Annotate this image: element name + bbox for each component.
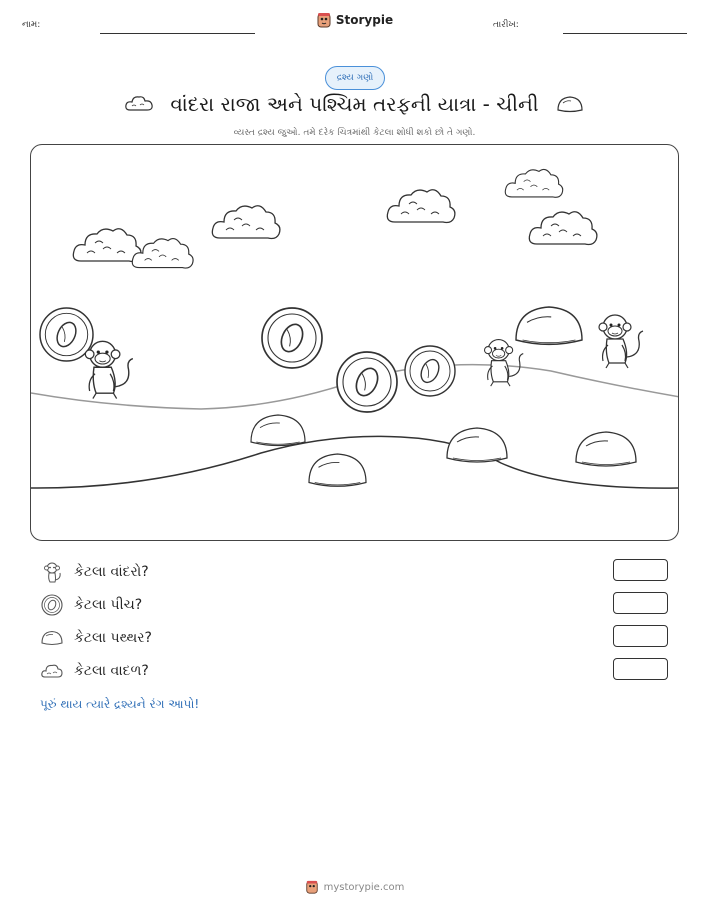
brand-logo xyxy=(0,12,709,28)
cloud-3 xyxy=(212,206,280,239)
storypie-logo-icon xyxy=(305,880,319,894)
stone-4 xyxy=(447,428,507,462)
peach-2 xyxy=(262,308,322,368)
answer-box-stones[interactable] xyxy=(613,625,668,647)
stone-icon xyxy=(555,93,585,115)
storypie-logo-icon xyxy=(316,12,332,28)
cloud-icon xyxy=(40,659,64,683)
question-text: કેટલા પથ્થર? xyxy=(74,630,152,646)
cloud-6 xyxy=(529,212,597,245)
name-label: નામ: xyxy=(22,20,41,30)
page-subtitle: વ્યસ્ત દ્રશ્ય જુઓ. તમે દરેક ચિત્રમાંથી કેટલા શોધી શકો છો તે ગણો. xyxy=(233,128,476,138)
question-text: કેટલા વાંદરો? xyxy=(74,564,149,580)
peach-3 xyxy=(337,352,397,412)
answer-box-clouds[interactable] xyxy=(613,658,668,680)
question-peaches xyxy=(40,593,142,617)
monkey-1 xyxy=(85,341,133,398)
answer-box-peaches[interactable] xyxy=(613,592,668,614)
brand-name: Storypie xyxy=(335,13,394,27)
cloud-icon xyxy=(124,93,154,115)
footer-url[interactable]: mystorypie.com xyxy=(323,881,405,893)
footer xyxy=(0,880,709,894)
date-line[interactable] xyxy=(563,33,687,34)
answer-box-monkeys[interactable] xyxy=(613,559,668,581)
date-label: તારીખ: xyxy=(493,20,519,30)
monkey-icon xyxy=(40,560,64,584)
question-monkeys xyxy=(40,560,149,584)
stone-1 xyxy=(516,307,582,344)
coloring-instruction: પૂરું થાય ત્યારે દ્રશ્યને રંગ આપો! xyxy=(40,697,200,711)
scene-illustration xyxy=(31,145,679,541)
name-line[interactable] xyxy=(100,33,255,34)
page-title: વાંદરા રાજા અને પશ્ચિમ તરફની યાત્રા - ચીની xyxy=(170,92,539,116)
cloud-2 xyxy=(132,239,193,268)
stone-2 xyxy=(251,415,305,446)
peach-4 xyxy=(405,346,455,396)
question-clouds xyxy=(40,659,149,683)
cloud-1 xyxy=(73,229,141,262)
stone-5 xyxy=(576,432,636,466)
peach-icon xyxy=(40,593,64,617)
question-text: કેટલા વાદળ? xyxy=(74,663,149,679)
monkey-3 xyxy=(599,315,643,368)
question-stones xyxy=(40,626,152,650)
title-row xyxy=(0,92,709,116)
cloud-5 xyxy=(505,169,562,197)
stone-icon xyxy=(40,626,64,650)
scene-panel xyxy=(30,144,679,541)
stone-3 xyxy=(309,454,366,486)
cloud-4 xyxy=(387,190,455,223)
monkey-2 xyxy=(485,340,524,387)
category-badge: દ્રશ્ય ગણો xyxy=(325,66,385,90)
question-text: કેટલા પીચ? xyxy=(74,597,143,613)
